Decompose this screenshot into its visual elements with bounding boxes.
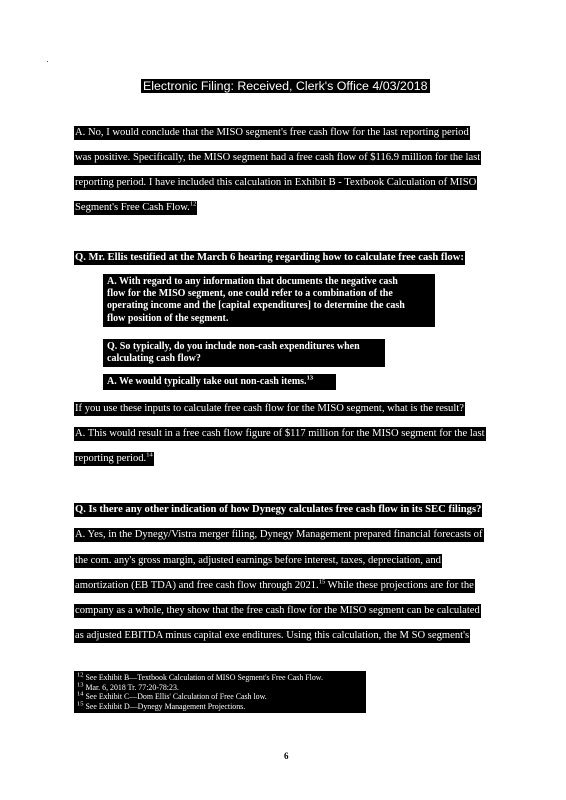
question1: Q. Mr. Ellis testified at the March 6 hearing regarding how to calculate free cash flow: [75,252,464,263]
quote1-line1: A. With regard to any information that documents the negative cash [107,276,398,287]
quote2-line2: calculating cash flow? [107,353,201,365]
footnote-14 [77,692,363,702]
para2-line3 [74,452,154,466]
footnote-12 [77,673,363,683]
para1-line2: was positive. Specifically, the MISO segment had a free cash flow of $116.9 million for the last [75,152,481,163]
question-inputs: If you use these inputs to calculate free cash flow for the MISO segment, what is the result? [75,403,464,414]
footnote-number: 13 [77,680,84,688]
quote1-line4: flow position of the segment. [107,312,229,324]
footnote-ref-14: 14 [146,452,153,459]
footnote-text: Mar. 6, 2018 Tr. 77:20-78:23. [83,682,179,692]
para2-line2: A. This would result in a free cash flow figure of $117 million for the MISO segment for the last [75,428,485,439]
para1-line1: A. No, I would conclude that the MISO segment's free cash flow for the last reporting period [75,127,469,138]
footnote-number: 12 [77,671,84,679]
para3-line2: the com. any's gross margin, adjusted earnings before interest, taxes, depreciation, and [75,555,441,566]
para3-line3b: While these projections are for the [325,580,474,591]
footnote-text: See Exhibit B—Textbook Calculation of MISO Segment's Free Cash Flow. [83,673,323,682]
para1-line3: reporting period. I have included this calculation in Exhibit B - Textbook Calculation of MISO [75,177,477,188]
footnote-number: 15 [77,700,84,708]
para3-line3a: amortization (EB TDA) and free cash flow through 2021. [75,580,319,591]
para3-line1: A. Yes, in the Dynegy/Vistra merger filing, Dynegy Management prepared financial forecasts of [75,529,483,540]
footnotes [74,671,366,713]
block-quote-question [103,339,385,367]
footnote-text: See Exhibit D—Dynegy Management Projections. [83,701,246,711]
para3-line3 [74,579,475,593]
para2-line3-text: reporting period. [75,453,147,464]
quote1-line3: operating income and the [capital expenditures] to determine the cash [107,300,405,312]
footnote-ref-12: 12 [189,201,197,208]
para3-line4: company as a whole, they show that the free cash flow for the MISO segment can be calculated [75,605,480,616]
scan-speck [47,61,48,62]
footnote-ref-13: 13 [306,374,314,382]
quote3-text: A. We would typically take out non-cash items. [107,376,307,387]
footnote-text: See Exhibit C—Dom Ellis' Calculation of Free Cash low. [83,692,267,702]
footnote-ref-15: 15 [318,579,326,586]
question2: Q. Is there any other indication of how Dynegy calculates free cash flow in its SEC filings? [75,504,482,515]
page-number: 6 [284,751,289,761]
block-quote-answer1 [103,274,435,327]
footnote-number: 14 [77,690,84,698]
para1-line4-text: Segment's Free Cash Flow. [75,202,190,213]
quote2-line1: Q. So typically, do you include non-cash expenditures when [107,341,360,352]
para3-line5: as adjusted EBITDA minus capital exe enditures. Using this calculation, the M SO segment's [75,630,470,641]
para1-line4 [74,201,197,215]
filing-header: Electronic Filing: Received, Clerk's Office 4/03/2018 [143,79,428,93]
footnote-15 [77,702,363,712]
footnote-13 [77,680,363,693]
block-quote-answer2 [103,374,336,390]
quote1-line2: flow for the MISO segment, one could refer to a combination of the [107,288,393,300]
